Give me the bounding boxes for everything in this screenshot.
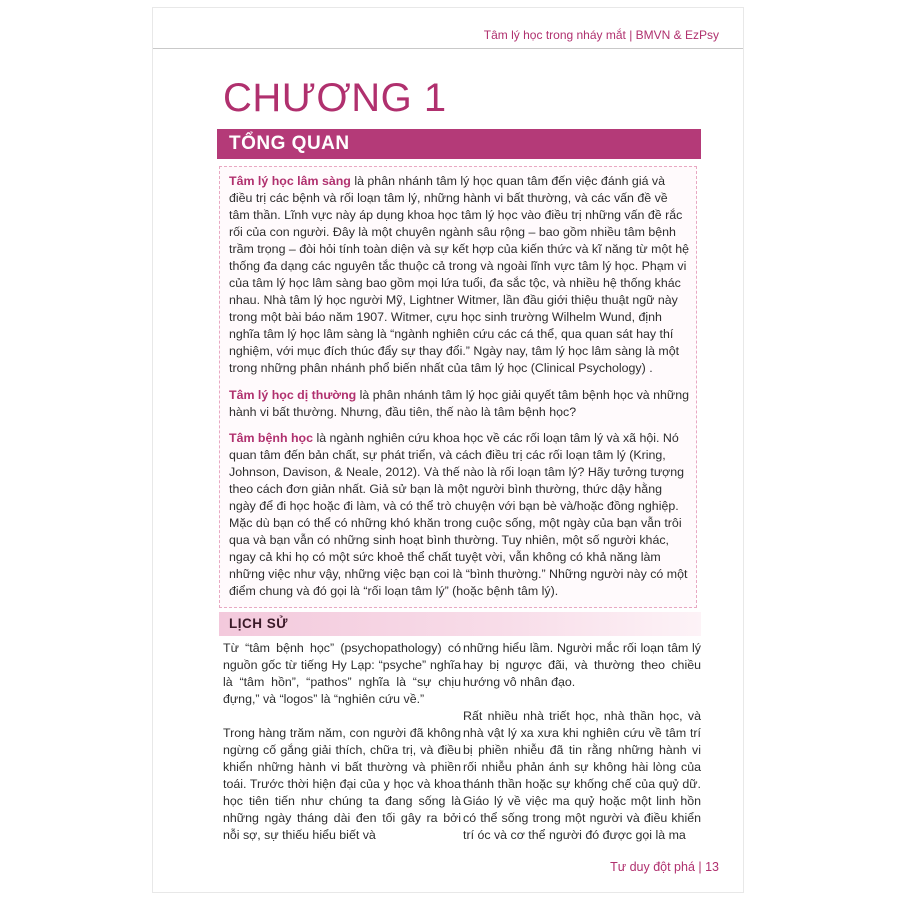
history-paragraph: Trong hàng trăm năm, con người đã không ngừng cố gắng giải thích, chữa trị, và điều khiển những hành vi bất thường và phiền toái. Trước thời hiện đại của y học và khoa học tiên tiến như chúng ta đang sống là những ngày tháng dài đen tối gây ra bởi nỗi sợ, sự thiếu hiểu biết và — [223, 726, 461, 842]
book-page — [153, 8, 743, 892]
term-psychopathology: Tâm bệnh học — [229, 431, 313, 445]
page-footer: Tư duy đột phá | 13 — [610, 860, 719, 874]
section-heading: TỔNG QUAN — [229, 133, 350, 154]
intro-paragraph-psychopathology — [229, 430, 691, 600]
history-paragraph: Rất nhiều nhà triết học, nhà thần học, và nhà vật lý xa xưa khi nghiên cứu về tâm trí bị phiền nhiễu đã tin rằng những hành vi rối nhiễu phản ánh sự không hài lòng của thánh thần hoặc sự khống chế của quỷ dữ. Giáo lý về việc ma quỷ hoặc một linh hồn có thể sống trong một người và điều khiển trí óc và cơ thể người đó được gọi là ma — [463, 709, 701, 842]
paragraph-text: là phân nhánh tâm lý học quan tâm đến việc đánh giá và điều trị các bệnh và rối loạn tâm lý, những hành vi bất thường, và các vấn đề về tâm thần. Lĩnh vực này áp dụng khoa học tâm lý học vào điều trị những vấn đề rắc rối của con người. Đây là một chuyên ngành sâu rộng – bao gồm nhiều tâm bệnh trầm trọng – đòi hỏi tính toàn diện và sự kết hợp của kiến thức và kĩ năng từ một hệ thống đa dạng các nguyên tắc thuộc cả trong và ngoài lĩnh vực tâm lý học. Phạm vi của tâm lý học lâm sàng bao gồm mọi lứa tuổi, đa sắc tộc, và nhiều hệ thống khác nhau. Nhà tâm lý học người Mỹ, Lightner Witmer, lần đầu giới thiệu thuật ngữ này trong một bài báo năm 1907. Witmer, cựu học sinh trường Wilhelm Wund, định nghĩa tâm lý học lâm sàng là “ngành nghiên cứu các cá thể, qua quan sát hay thí nghiệm, với mục đích thúc đẩy sự thay đổi.” Ngày nay, tâm lý học lâm sàng là một trong những phân nhánh phổ biến nhất của tâm lý học (Clinical Psychology) . — [229, 174, 690, 375]
paragraph-text: là phân nhánh tâm lý học giải quyết tâm bệnh học và những hành vi bất thường. Nhưng, đầu tiên, thế nào là tâm bệnh học? — [229, 388, 689, 419]
running-header: Tâm lý học trong nháy mắt | BMVN & EzPsy — [483, 28, 719, 42]
chapter-title: CHƯƠNG 1 — [223, 76, 447, 120]
subsection-heading: LỊCH SỬ — [229, 616, 288, 631]
history-column-right — [463, 640, 701, 861]
subsection-heading-bar — [219, 612, 701, 636]
intro-paragraph-clinical — [229, 173, 691, 377]
intro-paragraph-abnormal — [229, 387, 691, 421]
section-heading-bar — [217, 129, 701, 159]
history-paragraph: Từ “tâm bệnh học” (psychopathology) có nguồn gốc từ tiếng Hy Lạp: “psyche” nghĩa là “tâm hồn”, “pathos” nghĩa là “sự chịu đựng,” và “logos” là “nghiên cứu về.” — [223, 641, 461, 706]
term-abnormal-psychology: Tâm lý học dị thường — [229, 388, 357, 402]
paragraph-text: là ngành nghiên cứu khoa học về các rối loạn tâm lý và xã hội. Nó quan tâm đến bản chất, sự phát triển, và cách điều trị các rối loạn tâm lý (Kring, Johnson, Davison, & Neale, 2012). Và thế nào là rối loạn tâm lý? Hãy tưởng tượng theo cách đơn giản nhất. Giả sử bạn là một người bình thường, thức dậy hằng ngày để đi học hoặc đi làm, và có thể trò chuyện với bạn bè và/hoặc đồng nghiệp. Mặc dù bạn có thể có những khó khăn trong cuộc sống, một ngày của bạn vẫn trôi qua và bạn vẫn có những sinh hoạt bình thường. Tuy nhiên, một số người khác, ngay cả khi họ có một sức khoẻ thể chất tuyệt vời, vẫn không có khả năng làm những việc như vậy, những việc bạn coi là “bình thường.” Những người này có một điểm chung và đó gọi là “rối loạn tâm lý” (hoặc bệnh tâm lý). — [229, 431, 688, 598]
header-rule — [153, 48, 743, 49]
history-column-left — [223, 640, 461, 861]
history-paragraph: những hiểu lầm. Người mắc rối loạn tâm lý hay bị ngược đãi, và thường theo chiều hướng vô nhân đạo. — [463, 641, 701, 689]
term-clinical-psychology: Tâm lý học lâm sàng — [229, 174, 351, 188]
